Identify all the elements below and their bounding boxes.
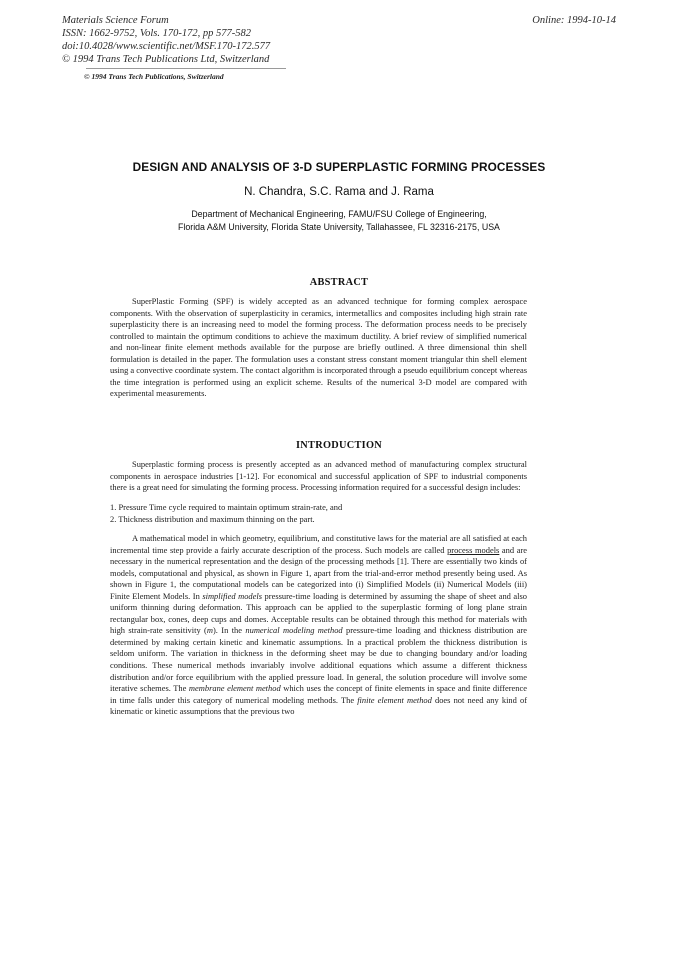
doi-line: doi:10.4028/www.scientific.net/MSF.170-172.577 bbox=[62, 41, 271, 52]
requirements-list bbox=[110, 502, 527, 525]
process-models-term: process models bbox=[447, 544, 500, 555]
m-symbol: m bbox=[206, 625, 213, 636]
intro-paragraph-2 bbox=[110, 533, 527, 718]
issn-line: ISSN: 1662-9752, Vols. 170-172, pp 577-582 bbox=[62, 28, 251, 39]
affiliation-line-1: Department of Mechanical Engineering, FAMU/FSU College of Engineering, bbox=[191, 209, 487, 219]
text-run: and are necessary in the numerical representation and the design of the processing methods [1]. There are essentially two kinds of models, computational and physical, as shown in Figure 1, apart from the trial-and-error method presently being used. As shown in Figure 1, the computational models can be categorized into (i) Simplified Models (ii) Numerical Models (iii) Finite Element Models. In bbox=[110, 544, 528, 601]
text-run: pressure-time loading is determined by assuming the shape of sheet and also uniform thinning during deformation. This approach can be applied to the superplastic forming of long plane strain rectangular box, cones, deep cups and domes. Acceptable results can be obtained through this method for materials with high strain-rate sensitivity ( bbox=[110, 590, 527, 636]
header-divider bbox=[86, 68, 286, 69]
paper-authors: N. Chandra, S.C. Rama and J. Rama bbox=[244, 186, 434, 198]
finite-element-term: finite element method bbox=[357, 694, 432, 705]
abstract-text: SuperPlastic Forming (SPF) is widely accepted as an advanced technique for forming complex aerospace components. With the observation of superplasticity in ceramics, intermetallics and composites including high strain rate superplasticity there is an increasing need to model the forming process. The deformation process needs to be precisely controlled to maintain the optimum conditions to achieve the maximum ductility. A brief review of simplified numerical and non-linear finite element methods available for the purpose are briefly outlined. A three dimensional thin shell formulation is detailed in the paper. The formulation uses a constant stress constant moment triangular thin shell element using a convective coordinate system. The contact algorithm is incorporated through a pseudo equilibrium concept whereas the time integration is performed using an explicit scheme. Results of the numerical 3-D model are compared with experimental measurements. bbox=[110, 296, 527, 399]
introduction-heading: INTRODUCTION bbox=[296, 440, 382, 451]
text-run: which uses the concept of finite elements in space and finite difference in time falls under this category of numerical modeling methods. The bbox=[110, 683, 527, 705]
copyright-line: © 1994 Trans Tech Publications Ltd, Switzerland bbox=[62, 54, 270, 65]
journal-name: Materials Science Forum bbox=[62, 15, 169, 26]
simplified-models-term: simplified models bbox=[202, 590, 263, 601]
abstract-heading: ABSTRACT bbox=[309, 277, 369, 288]
intro-paragraph-1 bbox=[110, 459, 527, 494]
text-run: A mathematical model in which geometry, equilibrium, and constitutive laws for the material are all satisfied at each incremental time step provide a fairly accurate description of the process. Such models are called bbox=[110, 533, 527, 555]
list-item: 1. Pressure Time cycle required to maintain optimum strain-rate, and bbox=[110, 502, 343, 512]
online-date: Online: 1994-10-14 bbox=[532, 15, 616, 26]
paper-title: DESIGN AND ANALYSIS OF 3-D SUPERPLASTIC FORMING PROCESSES bbox=[132, 160, 546, 174]
abstract-body bbox=[110, 296, 527, 400]
intro-para1-text: Superplastic forming process is presently accepted as an advanced method of manufacturing complex structural components in aerospace industries [1-12]. For economical and successful application of SPF to industrial components there is a great need for simulating the forming process. Processing information required for a successful design includes: bbox=[110, 459, 527, 493]
list-item: 2. Thickness distribution and maximum thinning on the part. bbox=[110, 513, 315, 524]
intro-para2-text bbox=[110, 533, 527, 718]
text-run: does not need any kind of kinematic or kinetic assumptions that the previous two bbox=[110, 694, 528, 717]
membrane-element-term: membrane element method bbox=[188, 683, 281, 694]
text-run: ). In the bbox=[212, 625, 246, 636]
affiliation bbox=[0, 208, 678, 234]
numerical-modeling-term: numerical modeling method bbox=[245, 625, 343, 636]
text-run: pressure-time loading and thickness distribution are determined by making certain kinetic and kinematic assumptions. In a practical problem the thickness distribution is seldom uniform. The variation in thickness in the deforming sheet may be due to changing boundary and/or loading conditions. These numerical methods invariably involve additional equations which assume a different thickness distribution and/or force equilibrium with the applied pressure load. In general, the solution procedure will involve some iterative schemes. The bbox=[110, 625, 527, 694]
publisher-copyright: © 1994 Trans Tech Publications, Switzerland bbox=[84, 72, 224, 81]
affiliation-line-2: Florida A&M University, Florida State University, Tallahassee, FL 32316-2175, USA bbox=[178, 222, 500, 232]
